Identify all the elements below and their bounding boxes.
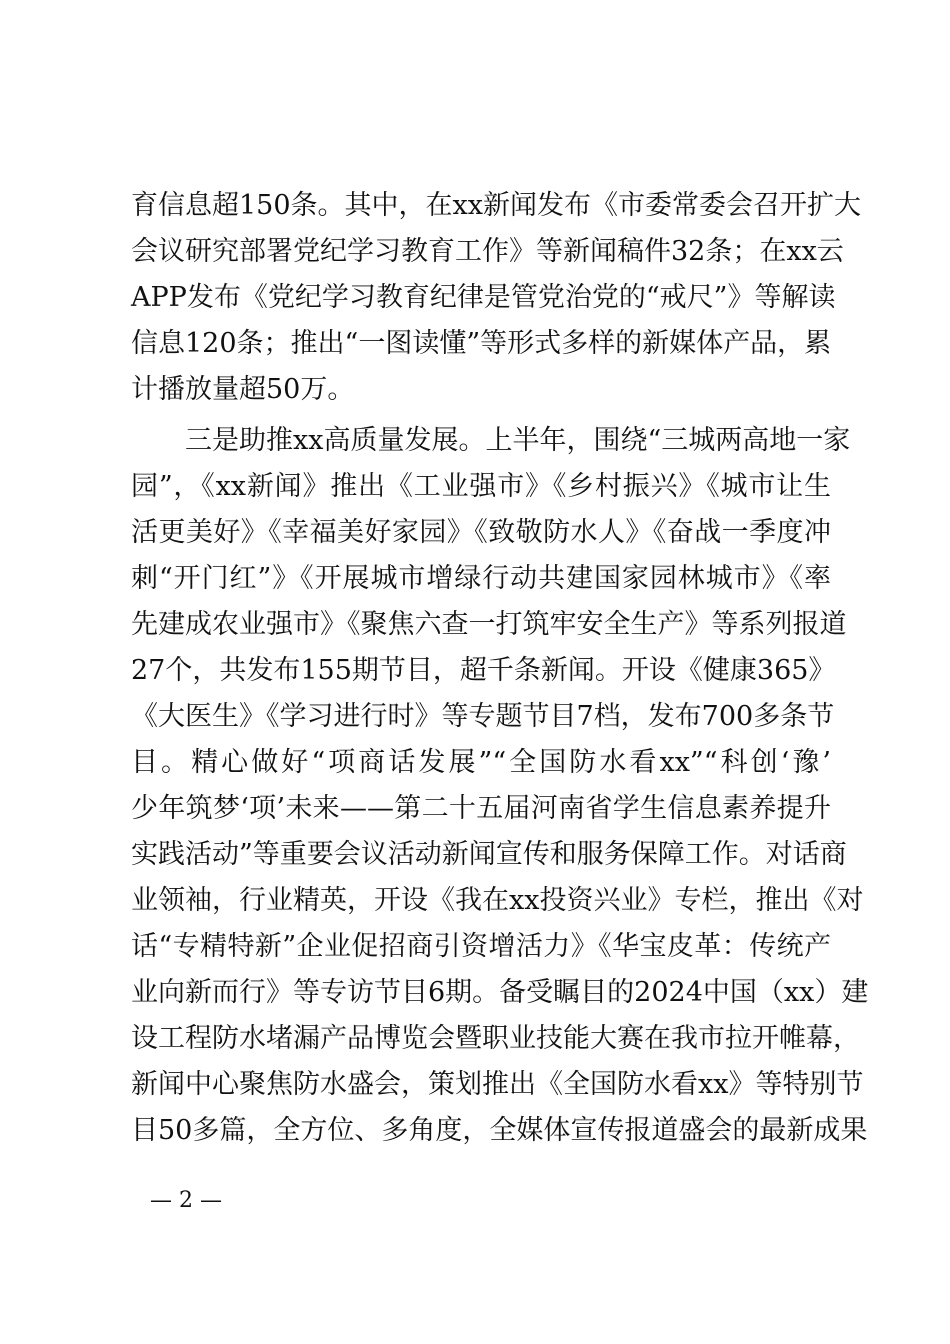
body-text-line: 业领袖，行业精英，开设《我在xx投资兴业》专栏，推出《对 — [131, 885, 864, 916]
body-text-line: 27个，共发布155期节目，超千条新闻。开设《健康365》 — [131, 655, 836, 686]
body-text-line: 实践活动”等重要会议活动新闻宣传和服务保障工作。对话商 — [131, 839, 847, 870]
body-text-line: 育信息超150条。其中，在xx新闻发布《市委常委会召开扩大 — [131, 190, 861, 221]
body-text-line: 目50多篇，全方位、多角度，全媒体宣传报道盛会的最新成果 — [131, 1115, 868, 1146]
body-text-line: 计播放量超50万。 — [131, 374, 355, 405]
paragraph-first-line: 三是助推xx高质量发展。上半年，围绕“三城两高地一家 — [185, 425, 851, 456]
body-text-line: 先建成农业强市》《聚焦六查一打筑牢安全生产》等系列报道 — [131, 609, 847, 640]
body-text-line: APP发布《党纪学习教育纪律是管党治党的“戒尺”》等解读 — [131, 282, 836, 313]
body-text-line: 目。精心做好“项商话发展”“全国防水看xx”“科创‘豫’ — [131, 747, 831, 778]
body-text-line: 业向新而行》等专访节目6期。备受瞩目的2024中国（xx）建 — [131, 977, 869, 1008]
body-text-line: 会议研究部署党纪学习教育工作》等新闻稿件32条；在xx云 — [131, 236, 844, 267]
body-text-line: 少年筑梦‘项’未来——第二十五届河南省学生信息素养提升 — [131, 793, 831, 824]
body-text-line: 信息120条；推出“一图读懂”等形式多样的新媒体产品，累 — [131, 328, 832, 359]
body-text-line: 活更美好》《幸福美好家园》《致敬防水人》《奋战一季度冲 — [131, 517, 831, 548]
body-text-line: 刺“开门红”》《开展城市增绿行动共建国家园林城市》《率 — [131, 563, 831, 594]
body-text-line: 新闻中心聚焦防水盛会，策划推出《全国防水看xx》等特别节 — [131, 1069, 864, 1100]
body-text-line: 园”，《xx新闻》推出《工业强市》《乡村振兴》《城市让生 — [131, 471, 831, 502]
body-text-line: 话“专精特新”企业促招商引资增活力》《华宝皮革：传统产 — [131, 931, 831, 962]
page-number: — 2 — — [150, 1188, 222, 1213]
body-text-line: 设工程防水堵漏产品博览会暨职业技能大赛在我市拉开帷幕， — [131, 1023, 860, 1054]
body-text-line: 《大医生》《学习进行时》等专题节目7档，发布700多条节 — [131, 701, 835, 732]
